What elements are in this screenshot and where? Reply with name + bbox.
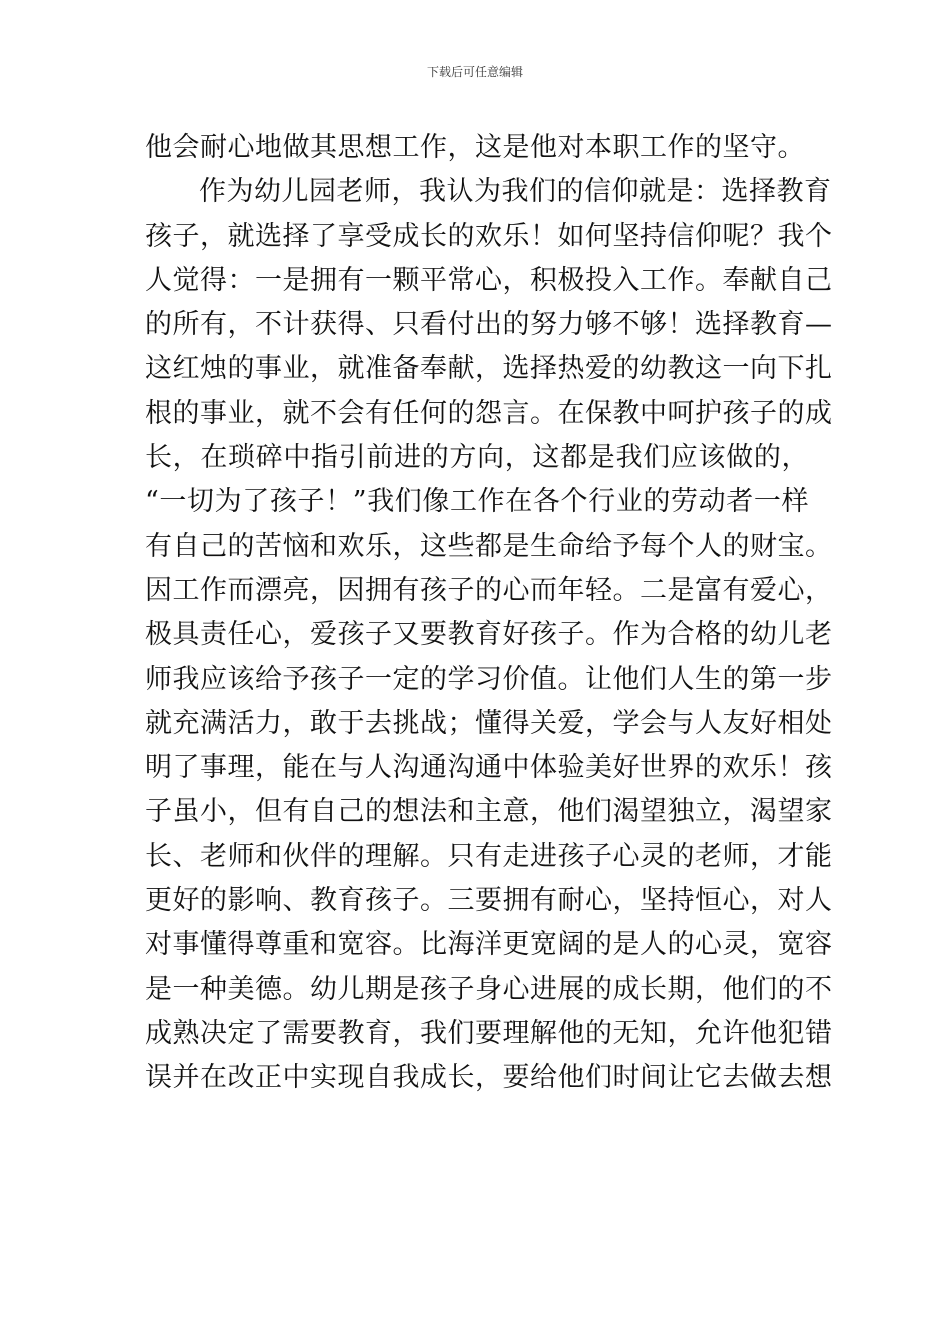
text-line: 孩子，就选择了享受成长的欢乐！如何坚持信仰呢？我个 (145, 220, 833, 252)
text-line: 作为幼儿园老师，我认为我们的信仰就是：选择教育 (199, 176, 832, 208)
text-line: 子虽小，但有自己的想法和主意，他们渴望独立，渴望家 (145, 796, 833, 828)
text-line: 师我应该给予孩子一定的学习价值。让他们人生的第一步 (145, 663, 833, 695)
page-header-note: 下载后可任意编辑 (426, 65, 523, 79)
text-line: 人觉得：一是拥有一颗平常心，积极投入工作。奉献自己 (145, 264, 833, 296)
text-line: 对事懂得尊重和宽容。比海洋更宽阔的是人的心灵，宽容 (145, 929, 833, 961)
text-line: 长，在琐碎中指引前进的方向，这都是我们应该做的， (145, 442, 809, 474)
text-line: 有自己的苦恼和欢乐，这些都是生命给予每个人的财宝。 (145, 530, 833, 562)
text-line: 成熟决定了需要教育，我们要理解他的无知，允许他犯错 (145, 1017, 833, 1049)
text-line: 是一种美德。幼儿期是孩子身心进展的成长期，他们的不 (145, 973, 833, 1005)
text-line: 因工作而漂亮，因拥有孩子的心而年轻。二是富有爱心， (145, 574, 833, 606)
text-line: “一切为了孩子！”我们像工作在各个行业的劳动者一样 (145, 486, 809, 518)
text-line: 极具责任心，爱孩子又要教育好孩子。作为合格的幼儿老 (145, 619, 833, 651)
text-line: 他会耐心地做其思想工作，这是他对本职工作的坚守。 (145, 132, 805, 163)
text-line: 就充满活力，敢于去挑战；懂得关爱，学会与人友好相处 (145, 707, 833, 739)
text-line: 根的事业，就不会有任何的怨言。在保教中呵护孩子的成 (145, 397, 833, 429)
text-line: 的所有，不计获得、只看付出的努力够不够！选择教育— (145, 309, 833, 341)
text-line: 明了事理，能在与人沟通沟通中体验美好世界的欢乐！孩 (145, 752, 833, 784)
body-text (145, 126, 833, 1101)
text-line: 更好的影响、教育孩子。三要拥有耐心，坚持恒心，对人 (145, 885, 833, 917)
text-line: 这红烛的事业，就准备奉献，选择热爱的幼教这一向下扎 (145, 353, 833, 385)
text-line: 误并在改正中实现自我成长，要给他们时间让它去做去想 (145, 1062, 833, 1094)
text-line: 长、老师和伙伴的理解。只有走进孩子心灵的老师，才能 (145, 840, 833, 872)
